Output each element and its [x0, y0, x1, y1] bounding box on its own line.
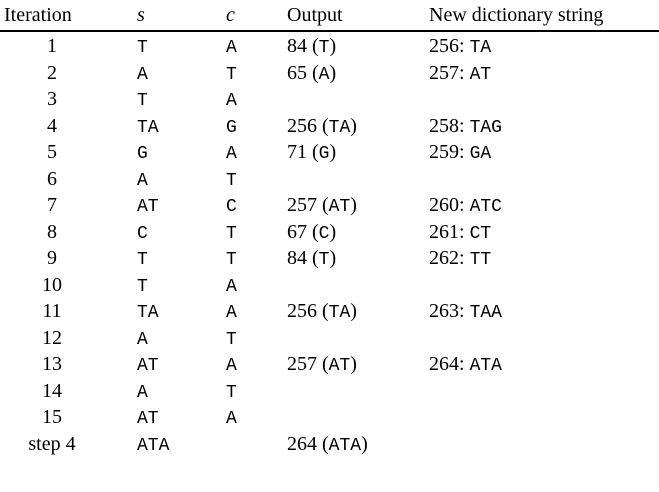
table-header [0, 0, 659, 30]
header-s: s [137, 4, 145, 26]
cell-iteration [0, 219, 104, 246]
cell-c [226, 139, 237, 168]
iteration-value: 7 [47, 194, 57, 216]
cell-dictionary [429, 113, 502, 142]
cell-iteration [0, 33, 104, 60]
table-row [0, 113, 659, 140]
cell-c [226, 166, 237, 195]
dictionary-string: ATC [469, 197, 502, 217]
s-value: T [137, 276, 148, 297]
output-code: 256 [287, 300, 317, 322]
cell-output: 256 (TA) [287, 300, 357, 323]
table-row [0, 60, 659, 87]
output-code: 257 [287, 353, 317, 375]
dictionary-string: TT [469, 250, 492, 270]
c-value: A [226, 91, 237, 111]
cell-c [226, 33, 237, 62]
dictionary-code: 263: [429, 300, 465, 322]
dictionary-string: AT [469, 64, 492, 85]
header-rule [0, 30, 659, 32]
iteration-value: 15 [42, 406, 62, 428]
cell-dictionary [429, 219, 491, 248]
cell-c [226, 272, 237, 301]
cell-dictionary [429, 351, 502, 380]
cell-iteration [0, 245, 104, 272]
table-row [0, 272, 659, 299]
dictionary-string: TAG [469, 117, 502, 138]
table-row [0, 192, 659, 219]
dictionary-string: TAA [469, 303, 502, 323]
c-value: A [226, 356, 237, 376]
output-code: 84 [287, 35, 307, 57]
output-string: C [318, 223, 330, 244]
cell-iteration [0, 113, 104, 140]
cell-s [137, 139, 148, 168]
cell-output: 264 (ATA) [287, 432, 368, 456]
cell-c [226, 245, 237, 274]
c-value: T [226, 64, 237, 85]
header-iteration: Iteration [4, 4, 72, 26]
cell-output: 256 (TA) [287, 114, 357, 138]
table-row [0, 33, 659, 60]
c-value: A [226, 38, 237, 58]
c-value: T [226, 250, 237, 270]
c-value: T [226, 329, 237, 350]
cell-c [226, 325, 237, 354]
s-value: A [137, 170, 148, 191]
cell-s [137, 272, 148, 301]
s-value: A [137, 382, 148, 403]
output-string: G [318, 144, 330, 164]
dictionary-code: 258: [429, 114, 465, 137]
cell-output: 67 (C) [287, 220, 337, 244]
cell-iteration [0, 192, 104, 219]
cell-s [137, 33, 148, 62]
iteration-value: 12 [42, 326, 62, 349]
dictionary-string: TA [469, 38, 492, 58]
dictionary-code: 257: [429, 61, 465, 84]
output-string: AT [328, 356, 351, 376]
iteration-value: 11 [42, 300, 62, 322]
cell-c [226, 192, 237, 221]
header-c: c [226, 4, 235, 26]
cell-c [226, 219, 237, 248]
cell-s [137, 298, 159, 327]
cell-s [137, 404, 159, 433]
output-code: 71 [287, 141, 307, 163]
cell-iteration [0, 139, 104, 166]
s-value: AT [137, 409, 159, 429]
cell-c [226, 351, 237, 380]
dictionary-code: 262: [429, 247, 465, 269]
output-string: AT [328, 197, 351, 217]
iteration-value: 5 [47, 141, 57, 163]
output-code: 264 [287, 432, 317, 455]
output-string: ATA [328, 435, 362, 456]
table-row [0, 325, 659, 352]
table-row [0, 298, 659, 325]
c-value: T [226, 223, 237, 244]
iteration-value: 4 [47, 114, 57, 137]
table-body [0, 33, 659, 457]
cell-output: 84 (T) [287, 247, 337, 270]
dictionary-string: ATA [469, 356, 502, 376]
s-value: T [137, 91, 148, 111]
cell-s [137, 166, 148, 195]
cell-iteration [0, 272, 104, 299]
s-value: AT [137, 356, 159, 376]
s-value: G [137, 144, 148, 164]
output-code: 256 [287, 114, 317, 137]
table-row [0, 139, 659, 166]
cell-dictionary [429, 245, 491, 274]
cell-c [226, 60, 237, 89]
output-string: TA [328, 303, 351, 323]
iteration-value: 3 [47, 88, 57, 110]
dictionary-string: CT [469, 223, 492, 244]
c-value: A [226, 303, 237, 323]
iteration-value: 8 [47, 220, 57, 243]
cell-iteration [0, 431, 104, 458]
table-row [0, 404, 659, 431]
output-code: 257 [287, 194, 317, 216]
cell-dictionary [429, 192, 502, 221]
cell-iteration [0, 404, 104, 431]
s-value: AT [137, 197, 159, 217]
s-value: T [137, 38, 148, 58]
dictionary-string: GA [469, 144, 492, 164]
s-value: TA [137, 117, 159, 138]
table-row [0, 378, 659, 405]
cell-output: 84 (T) [287, 35, 337, 58]
c-value: T [226, 382, 237, 403]
cell-s [137, 86, 148, 115]
c-value: T [226, 170, 237, 191]
cell-iteration [0, 378, 104, 405]
header-output: Output [287, 4, 343, 26]
dictionary-code: 256: [429, 35, 465, 57]
cell-output: 257 (AT) [287, 353, 357, 376]
table-row [0, 219, 659, 246]
output-string: TA [328, 117, 351, 138]
output-string: T [318, 38, 330, 58]
iteration-value: step 4 [28, 432, 76, 455]
cell-s [137, 351, 159, 380]
cell-s [137, 219, 148, 248]
c-value: G [226, 117, 237, 138]
table-row [0, 166, 659, 193]
cell-iteration [0, 325, 104, 352]
s-value: ATA [137, 435, 170, 456]
s-value: A [137, 64, 148, 85]
cell-c [226, 378, 237, 407]
cell-dictionary [429, 60, 491, 89]
cell-output: 257 (AT) [287, 194, 357, 217]
table-row [0, 431, 659, 458]
cell-output: 71 (G) [287, 141, 337, 164]
s-value: A [137, 329, 148, 350]
output-code: 67 [287, 220, 307, 243]
output-code: 84 [287, 247, 307, 269]
header-dictionary: New dictionary string [429, 4, 604, 26]
s-value: T [137, 250, 148, 270]
output-code: 65 [287, 61, 307, 84]
dictionary-code: 260: [429, 194, 465, 216]
cell-iteration [0, 86, 104, 113]
iteration-value: 9 [47, 247, 57, 269]
cell-s [137, 113, 159, 142]
dictionary-code: 259: [429, 141, 465, 163]
cell-c [226, 404, 237, 433]
iteration-value: 1 [47, 35, 57, 57]
cell-dictionary [429, 298, 502, 327]
output-string: A [318, 64, 330, 85]
dictionary-code: 261: [429, 220, 465, 243]
c-value: A [226, 144, 237, 164]
cell-iteration [0, 351, 104, 378]
cell-dictionary [429, 33, 491, 62]
cell-iteration [0, 166, 104, 193]
cell-s [137, 431, 169, 460]
cell-c [226, 298, 237, 327]
cell-iteration [0, 60, 104, 87]
dictionary-code: 264: [429, 353, 465, 375]
iteration-value: 10 [42, 273, 62, 296]
cell-output: 65 (A) [287, 61, 337, 85]
c-value: A [226, 276, 237, 297]
table-row [0, 245, 659, 272]
iteration-value: 14 [42, 379, 62, 402]
cell-s [137, 192, 159, 221]
cell-iteration [0, 298, 104, 325]
s-value: C [137, 223, 148, 244]
cell-c [226, 113, 237, 142]
iteration-value: 6 [47, 167, 57, 190]
table-row [0, 351, 659, 378]
cell-s [137, 378, 148, 407]
table-row [0, 86, 659, 113]
iteration-value: 13 [42, 353, 62, 375]
c-value: C [226, 197, 237, 217]
cell-dictionary [429, 139, 491, 168]
cell-s [137, 60, 148, 89]
cell-s [137, 245, 148, 274]
c-value: A [226, 409, 237, 429]
cell-s [137, 325, 148, 354]
s-value: TA [137, 303, 159, 323]
output-string: T [318, 250, 330, 270]
cell-c [226, 86, 237, 115]
iteration-value: 2 [47, 61, 57, 84]
